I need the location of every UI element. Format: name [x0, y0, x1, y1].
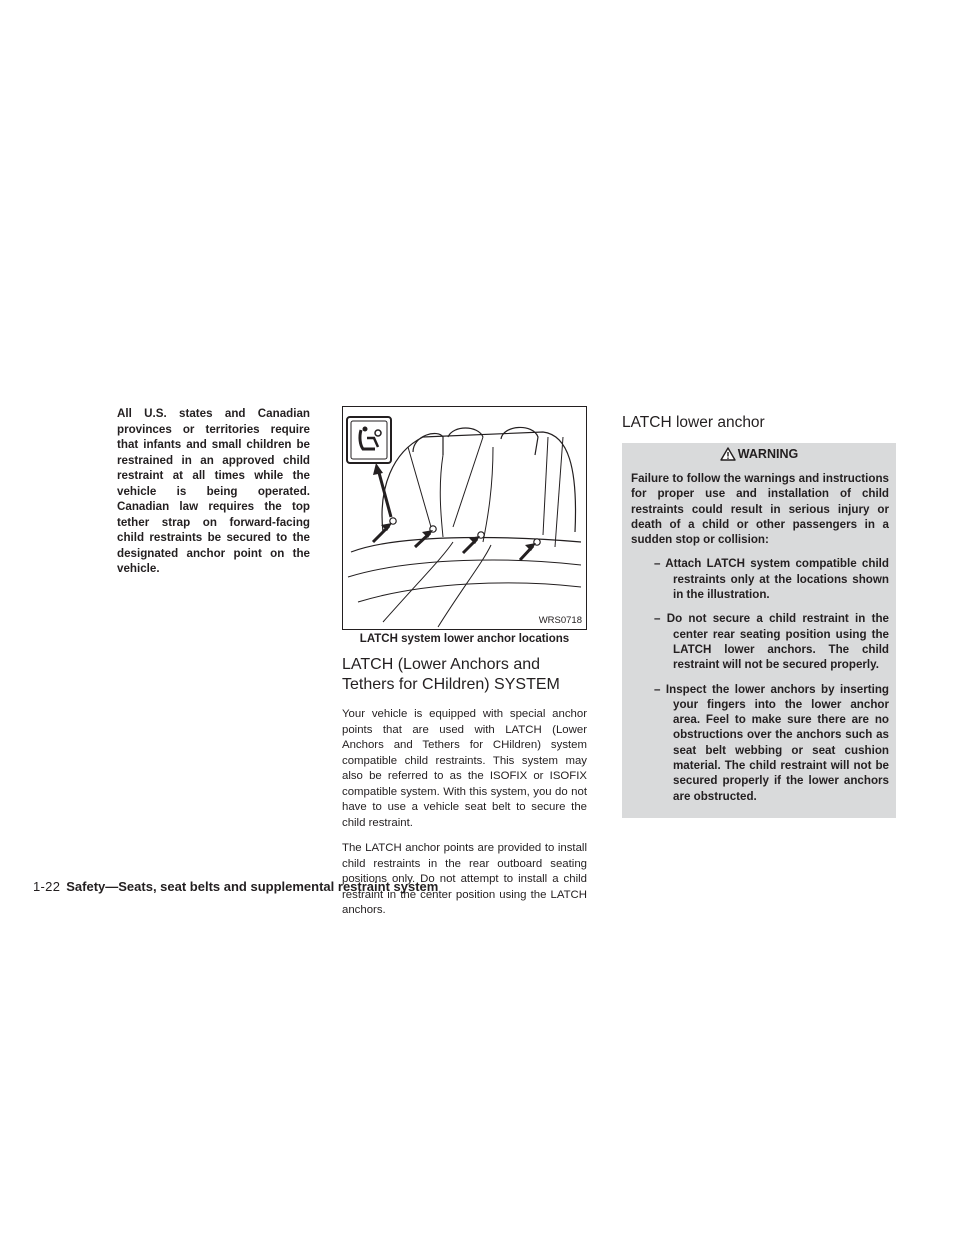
warning-item: – Attach LATCH system compatible child restraints only at the locations shown in the illustration. — [654, 557, 889, 602]
rear-seat-drawing — [343, 407, 586, 629]
warning-triangle-icon — [720, 447, 736, 461]
chapter-title: Safety—Seats, seat belts and supplemental restraint system — [66, 879, 439, 894]
latch-paragraph-2: The LATCH anchor points are provided to install child restraints in the rear outboard seating positions only. Do not attempt to install a child restraint in the center position using the LATCH anchors. — [342, 842, 587, 916]
warning-title: WARNING — [737, 447, 799, 461]
lower-anchor-heading — [622, 413, 896, 433]
child-restraint-law-paragraph: All U.S. states and Canadian provinces or territories require that infants and small children be restrained in an approved child restraint at all times while the vehicle is being operated. Canadian law requires the top tether strap on forward-facing child restraints be secured to the designated anchor point on the vehicle. — [117, 407, 310, 575]
warning-intro: Failure to follow the warnings and instructions for proper use and installation of child restraints could result in serious injury or death of a child or other passengers in a sudden stop or collision: — [631, 472, 889, 547]
latch-section-heading: LATCH (Lower Anchors and Tethers for CHildren) SYSTEM — [342, 656, 560, 693]
figure-code: WRS0718 — [538, 615, 582, 626]
latch-paragraph-1: Your vehicle is equipped with special anchor points that are used with LATCH (Lower Anchors and Tethers for CHildren) system compatible child restraints. This system may also be referred to as the ISOFIX or ISOFIX compatible system. With this system, you do not have to use a vehicle seat belt to secure the child restraint. — [342, 708, 587, 829]
warning-box — [622, 443, 896, 818]
left-column — [117, 406, 310, 577]
warning-body — [622, 465, 896, 804]
warning-list — [631, 556, 889, 803]
figure-caption: LATCH system lower anchor locations — [359, 633, 570, 645]
warning-item: – Inspect the lower anchors by inserting your fingers into the lower anchor area. Feel to make sure there are no obstructions over the anchors such as seat belt webbing or seat cushion material. The child restraint will not be secured properly if the lower anchors are obstructed. — [654, 682, 889, 803]
latch-illustration — [342, 406, 587, 630]
page-number: 1-22 — [33, 879, 61, 894]
right-column — [622, 406, 896, 818]
page-footer — [33, 879, 438, 894]
warning-header — [622, 443, 896, 465]
lower-anchor-heading-latch: LATCH — [622, 414, 672, 431]
middle-column — [342, 406, 587, 919]
lower-anchor-heading-rest: lower anchor — [671, 414, 765, 431]
warning-item: – Do not secure a child restraint in the center rear seating position using the LATCH lower anchors. The child restraint will not be secured properly. — [654, 612, 889, 672]
